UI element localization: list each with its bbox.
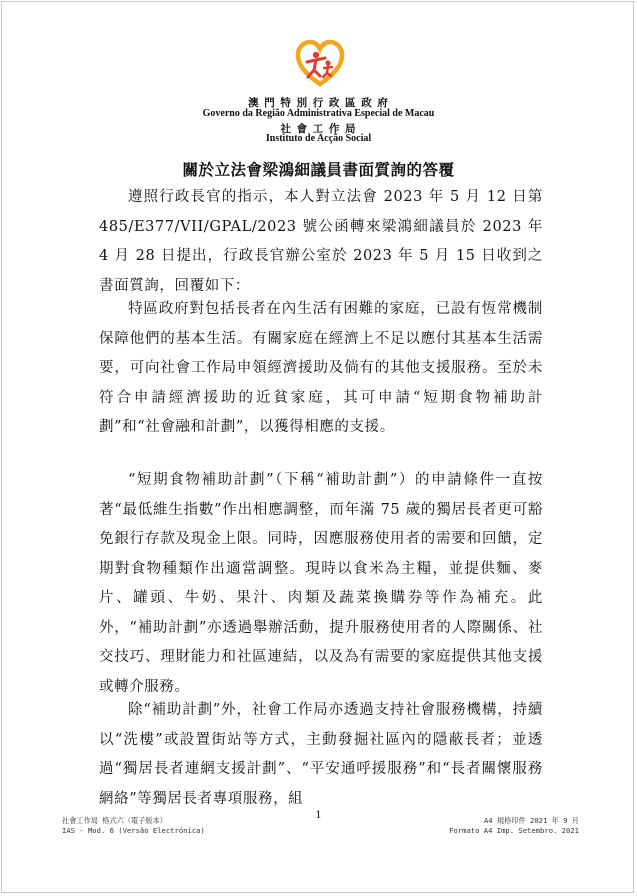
body-paragraph: 除“補助計劃”外，社會工作局亦透過支持社會服務機構，持續以“洗樓”或設置街站等方式，主動發掘社區內的隱蔽長者；並透過“獨居長者連網支援計劃”、“平安通呼援服務”和“長者關懷服務網絡”等獨居長者專項服務，組 [99, 702, 543, 807]
header-gov-zh: 澳 門 特 別 行 政 區 政 府 [248, 97, 389, 109]
header-ias-pt: Instituto de Acção Social [265, 133, 372, 144]
body-paragraph: 特區政府對包括長者在內生活有困難的家庭，已設有恆常機制保障他們的基本生活。有關家庭在經濟上不足以應付其基本生活需要，可向社會工作局申領經濟援助及倘有的其他支援服務。至於未符合申請經濟援助的近貧家庭，其可申請“短期食物補助計劃”和“社會融和計劃”，以獲得相應的支援。 [99, 301, 543, 435]
footer-format-zh: A4 規格印件 2021 年 9 月 [483, 816, 579, 825]
page-number: 1 [315, 810, 322, 821]
footer-format-pt: Formato A4 Imp. Setembro. 2021 [449, 826, 579, 835]
body-paragraph: “短期食物補助計劃”（下稱“補助計劃”）的申請條件一直按著“最低維生指數”作出相應調整，而年滿 75 歲的獨居長者更可豁免銀行存款及現金上限。同時，因應服務使用者的需要和回饋，定期對食物種類作出適當調整。現時以食米為主糧，並提供麵、麥片、罐頭、牛奶、果汁、肉類及蔬菜換購券等作為補充。此外，“補助計劃”亦透過舉辦活動，提升服務使用者的人際關係、社交技巧、理財能力和社區連結，以及為有需要的家庭提供其他支援或轉介服務。 [99, 472, 543, 695]
ias-heart-logo [294, 37, 346, 89]
footer-form-zh: 社會工作局 格式六（電子版本） [62, 816, 167, 825]
header-ias-zh: 社 會 工 作 局 [280, 123, 357, 135]
document-title: 關於立法會梁鴻細議員書面質詢的答覆 [182, 160, 455, 179]
footer-form-pt: IAS - Mod. 6 (Versão Electrónica) [62, 826, 205, 835]
body-paragraph: 遵照行政長官的指示，本人對立法會 2023 年 5 月 12 日第 485/E377/VII/GPAL/2023 號公函轉來梁鴻細議員於 2023 年 4 月 28 日提出，行政長官辦公室於 2023 年 5 月 15 日收到之書面質詢，回覆如下： [99, 189, 543, 294]
header-gov-pt: Governo da Região Administrativa Especial de Macau [202, 108, 435, 119]
